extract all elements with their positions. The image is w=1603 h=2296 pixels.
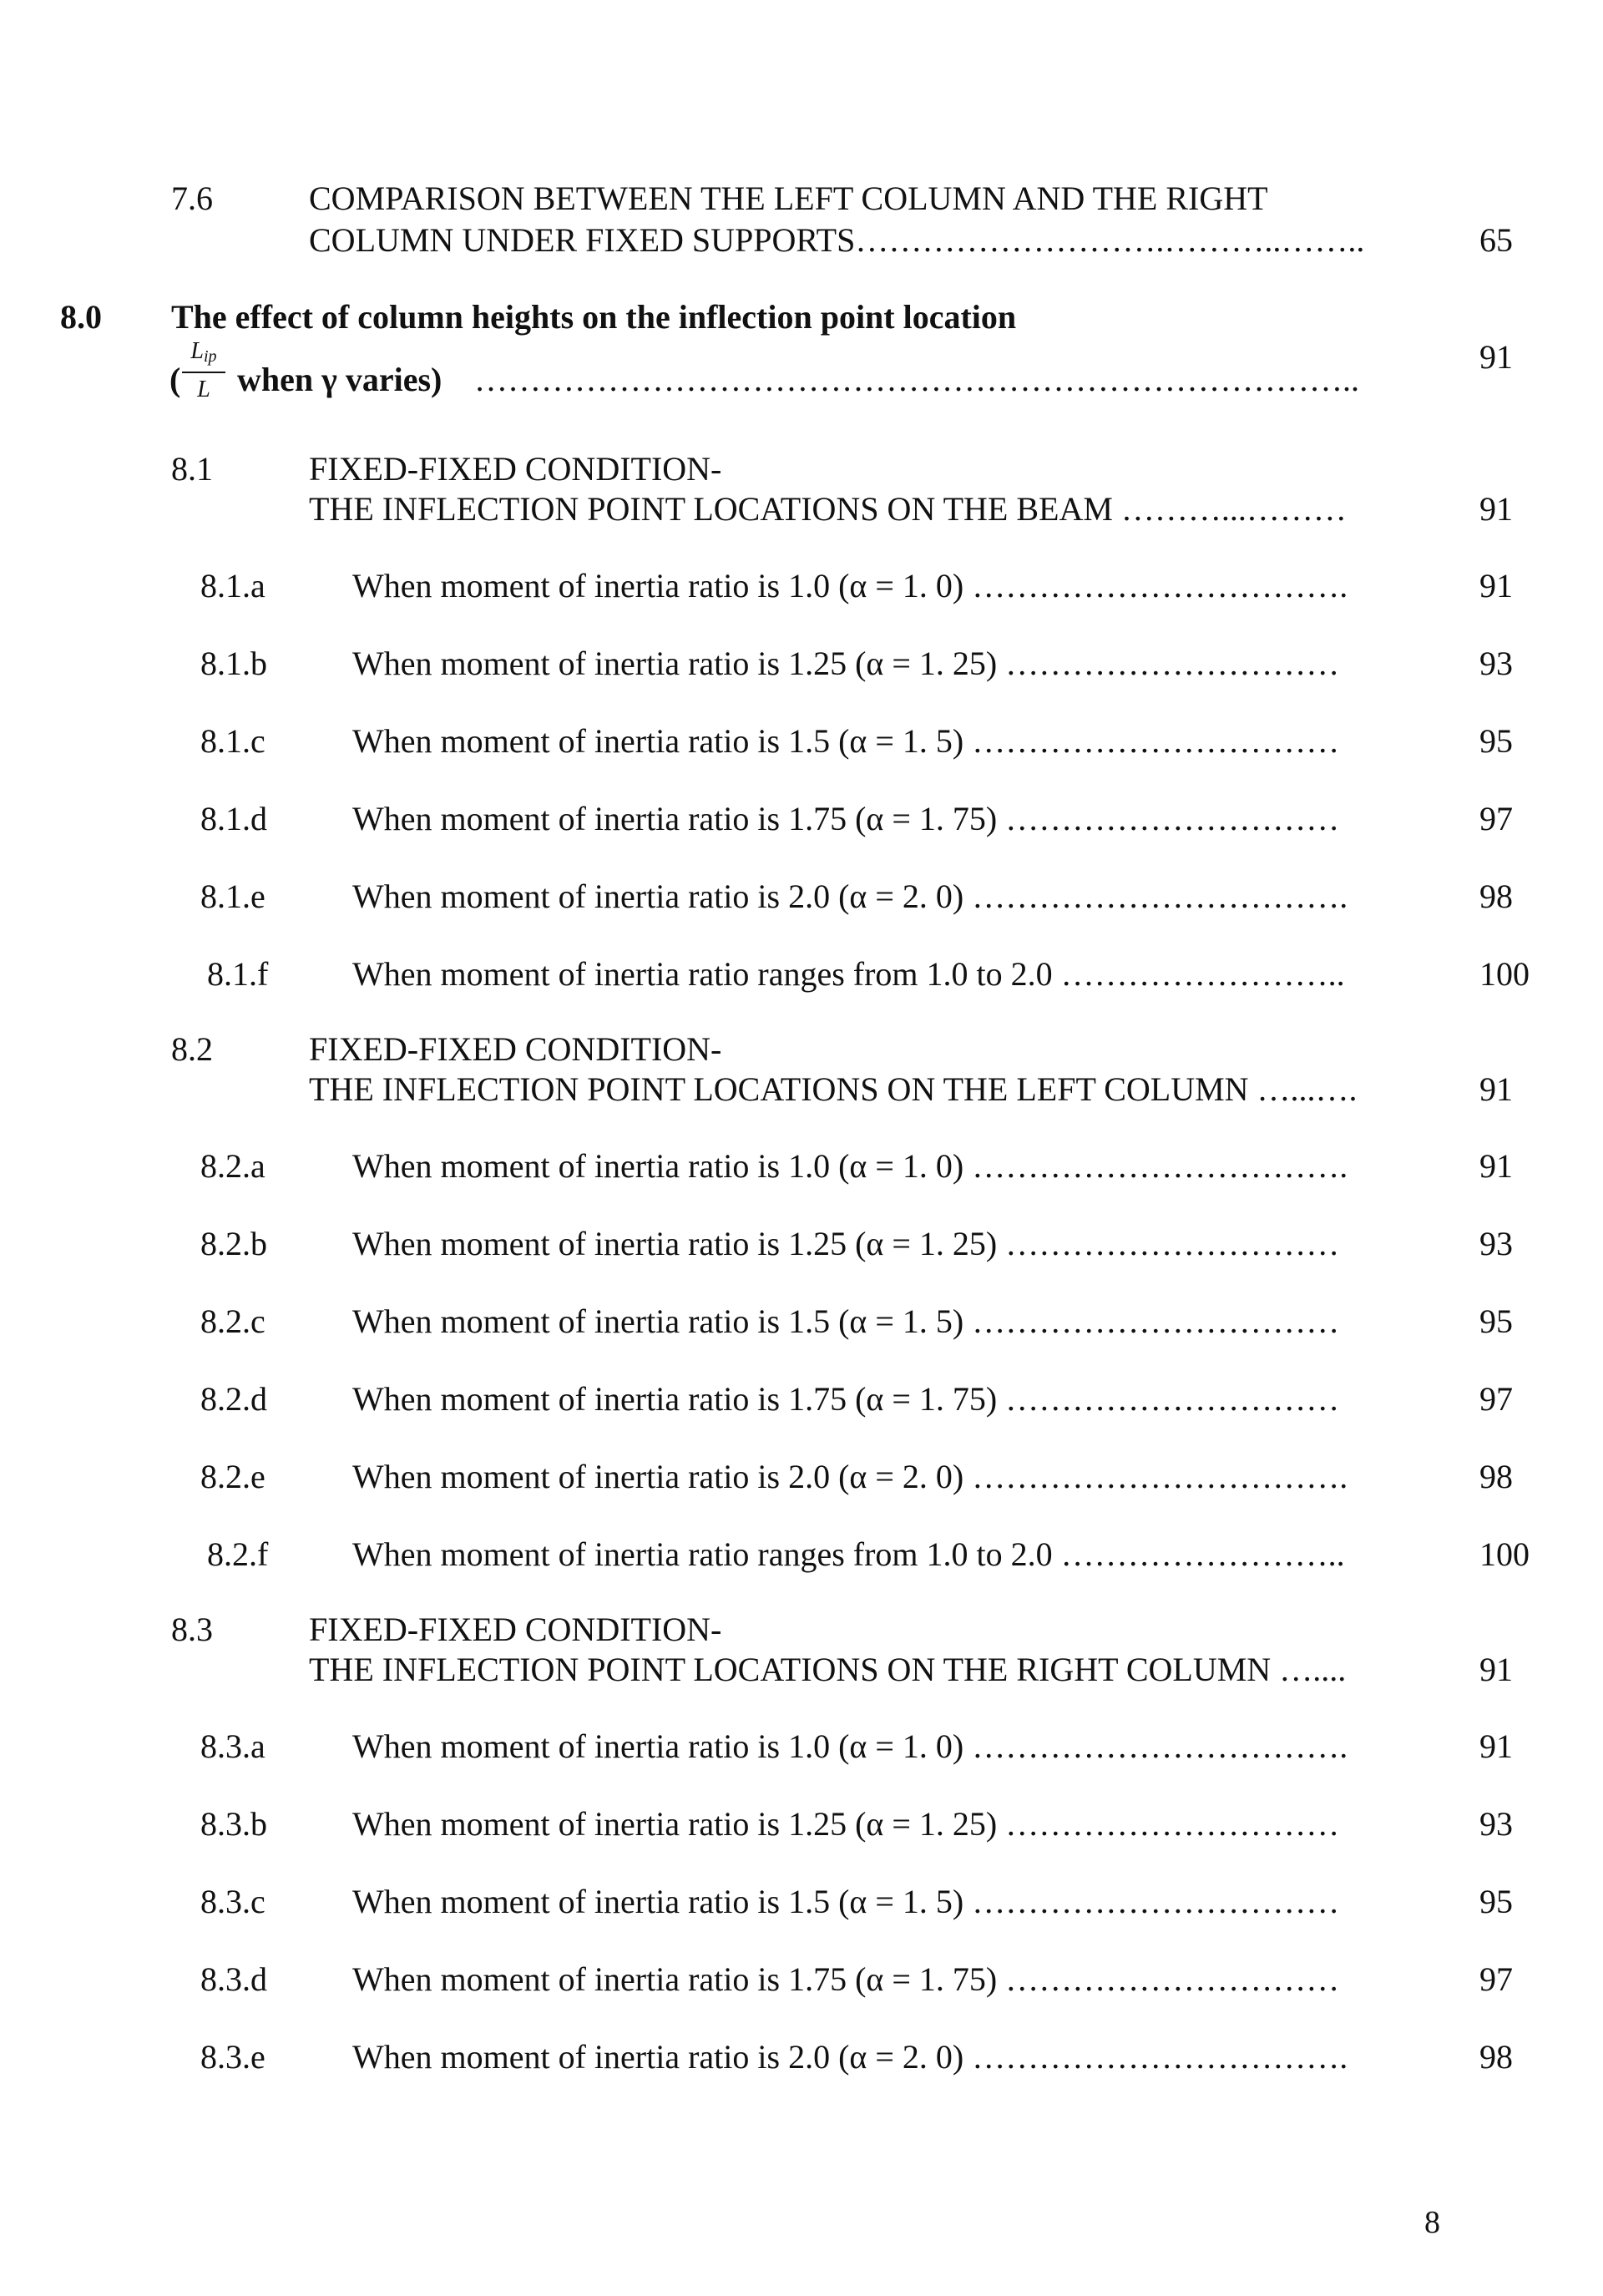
- section-page-8-2: 91: [1479, 1070, 1513, 1108]
- chapter-page-8-0: 91: [1479, 338, 1513, 376]
- section-title-8-2-line1: FIXED-FIXED CONDITION-: [309, 1030, 722, 1068]
- item-text-8-2-b: When moment of inertia ratio is 1.25 (α = 1. 25) …………………………: [352, 1225, 1340, 1262]
- item-text-8-2-d: When moment of inertia ratio is 1.75 (α = 1. 75) …………………………: [352, 1380, 1340, 1418]
- section-num-8-1: 8.1: [171, 450, 213, 488]
- item-text-8-3-d: When moment of inertia ratio is 1.75 (α = 1. 75) …………………………: [352, 1960, 1340, 1998]
- item-page-8-1-c: 95: [1479, 722, 1513, 760]
- item-page-8-2-e: 98: [1479, 1458, 1513, 1495]
- item-page-8-2-d: 97: [1479, 1380, 1513, 1418]
- item-text-8-1-f: When moment of inertia ratio ranges from 1.0 to 2.0 ……………………..: [352, 955, 1345, 993]
- fraction-lip-over-l: [182, 338, 225, 405]
- section-page-8-3: 91: [1479, 1651, 1513, 1688]
- item-text-8-2-f: When moment of inertia ratio ranges from 1.0 to 2.0 ……………………..: [352, 1535, 1345, 1573]
- item-text-8-1-c: When moment of inertia ratio is 1.5 (α = 1. 5) ……………………………: [352, 722, 1340, 760]
- item-text-8-3-b: When moment of inertia ratio is 1.25 (α = 1. 25) …………………………: [352, 1805, 1340, 1843]
- item-num-8-2-d: 8.2.d: [200, 1380, 267, 1418]
- fraction-numerator: $L_{ip}$: [190, 338, 217, 366]
- item-text-8-1-b: When moment of inertia ratio is 1.25 (α = 1. 25) …………………………: [352, 645, 1340, 682]
- section-title-8-1-line1: FIXED-FIXED CONDITION-: [309, 450, 722, 488]
- item-text-8-3-e: When moment of inertia ratio is 2.0 (α = 2. 0) …………………………….: [352, 2038, 1348, 2076]
- item-num-8-3-a: 8.3.a: [200, 1727, 265, 1765]
- item-text-8-3-c: When moment of inertia ratio is 1.5 (α = 1. 5) ……………………………: [352, 1883, 1340, 1920]
- section-num-8-2: 8.2: [171, 1030, 213, 1068]
- chapter-dots-8-0: ……………………………………………………………………..: [474, 361, 1359, 398]
- item-page-8-1-d: 97: [1479, 800, 1513, 837]
- chapter-num-8-0: 8.0: [60, 298, 102, 336]
- item-num-8-3-b: 8.3.b: [200, 1805, 267, 1843]
- toc-title-7-6-line1: COMPARISON BETWEEN THE LEFT COLUMN AND THE RIGHT: [309, 180, 1268, 217]
- item-page-8-3-e: 98: [1479, 2038, 1513, 2076]
- item-num-8-3-d: 8.3.d: [200, 1960, 267, 1998]
- item-page-8-1-a: 91: [1479, 567, 1513, 604]
- toc-page-7-6: 65: [1479, 221, 1513, 259]
- section-title-8-1-line2: THE INFLECTION POINT LOCATIONS ON THE BEAM ………...………: [309, 490, 1347, 528]
- item-text-8-2-a: When moment of inertia ratio is 1.0 (α = 1. 0) …………………………….: [352, 1147, 1348, 1185]
- chapter-title-open-paren: (: [169, 361, 181, 398]
- item-page-8-1-f: 100: [1479, 955, 1530, 993]
- item-num-8-2-b: 8.2.b: [200, 1225, 267, 1262]
- item-page-8-3-c: 95: [1479, 1883, 1513, 1920]
- item-num-8-3-c: 8.3.c: [200, 1883, 265, 1920]
- item-text-8-2-e: When moment of inertia ratio is 2.0 (α = 2. 0) …………………………….: [352, 1458, 1348, 1495]
- fraction-bar: [182, 372, 225, 373]
- item-page-8-1-e: 98: [1479, 877, 1513, 915]
- item-page-8-2-f: 100: [1479, 1535, 1530, 1573]
- item-page-8-3-d: 97: [1479, 1960, 1513, 1998]
- toc-num-7-6: 7.6: [171, 180, 213, 217]
- chapter-title-8-0-line2: when γ varies): [237, 361, 442, 398]
- item-page-8-2-c: 95: [1479, 1302, 1513, 1340]
- section-title-8-2-line2: THE INFLECTION POINT LOCATIONS ON THE LEFT COLUMN …...….: [309, 1070, 1358, 1108]
- item-page-8-3-a: 91: [1479, 1727, 1513, 1765]
- item-num-8-1-b: 8.1.b: [200, 645, 267, 682]
- item-num-8-2-c: 8.2.c: [200, 1302, 265, 1340]
- item-page-8-2-b: 93: [1479, 1225, 1513, 1262]
- page-number: 8: [1424, 2205, 1440, 2240]
- item-num-8-2-f: 8.2.f: [207, 1535, 269, 1573]
- item-page-8-2-a: 91: [1479, 1147, 1513, 1185]
- fraction-denominator: L: [197, 377, 210, 402]
- item-num-8-1-e: 8.1.e: [200, 877, 265, 915]
- item-num-8-2-a: 8.2.a: [200, 1147, 265, 1185]
- item-page-8-3-b: 93: [1479, 1805, 1513, 1843]
- item-num-8-1-f: 8.1.f: [207, 955, 269, 993]
- section-title-8-3-line2: THE INFLECTION POINT LOCATIONS ON THE RIGHT COLUMN …....: [309, 1651, 1347, 1688]
- chapter-title-8-0: The effect of column heights on the inflection point location: [171, 298, 1017, 336]
- toc-title-7-6-line2: COLUMN UNDER FIXED SUPPORTS……………………….………..……..: [309, 221, 1365, 259]
- item-num-8-1-c: 8.1.c: [200, 722, 265, 760]
- item-text-8-1-a: When moment of inertia ratio is 1.0 (α = 1. 0) …………………………….: [352, 567, 1348, 604]
- section-page-8-1: 91: [1479, 490, 1513, 528]
- section-num-8-3: 8.3: [171, 1611, 213, 1648]
- item-num-8-1-a: 8.1.a: [200, 567, 265, 604]
- item-text-8-2-c: When moment of inertia ratio is 1.5 (α = 1. 5) ……………………………: [352, 1302, 1340, 1340]
- item-text-8-1-d: When moment of inertia ratio is 1.75 (α = 1. 75) …………………………: [352, 800, 1340, 837]
- section-title-8-3-line1: FIXED-FIXED CONDITION-: [309, 1611, 722, 1648]
- item-num-8-3-e: 8.3.e: [200, 2038, 265, 2076]
- item-page-8-1-b: 93: [1479, 645, 1513, 682]
- item-num-8-2-e: 8.2.e: [200, 1458, 265, 1495]
- item-text-8-3-a: When moment of inertia ratio is 1.0 (α = 1. 0) …………………………….: [352, 1727, 1348, 1765]
- item-num-8-1-d: 8.1.d: [200, 800, 267, 837]
- item-text-8-1-e: When moment of inertia ratio is 2.0 (α = 2. 0) …………………………….: [352, 877, 1348, 915]
